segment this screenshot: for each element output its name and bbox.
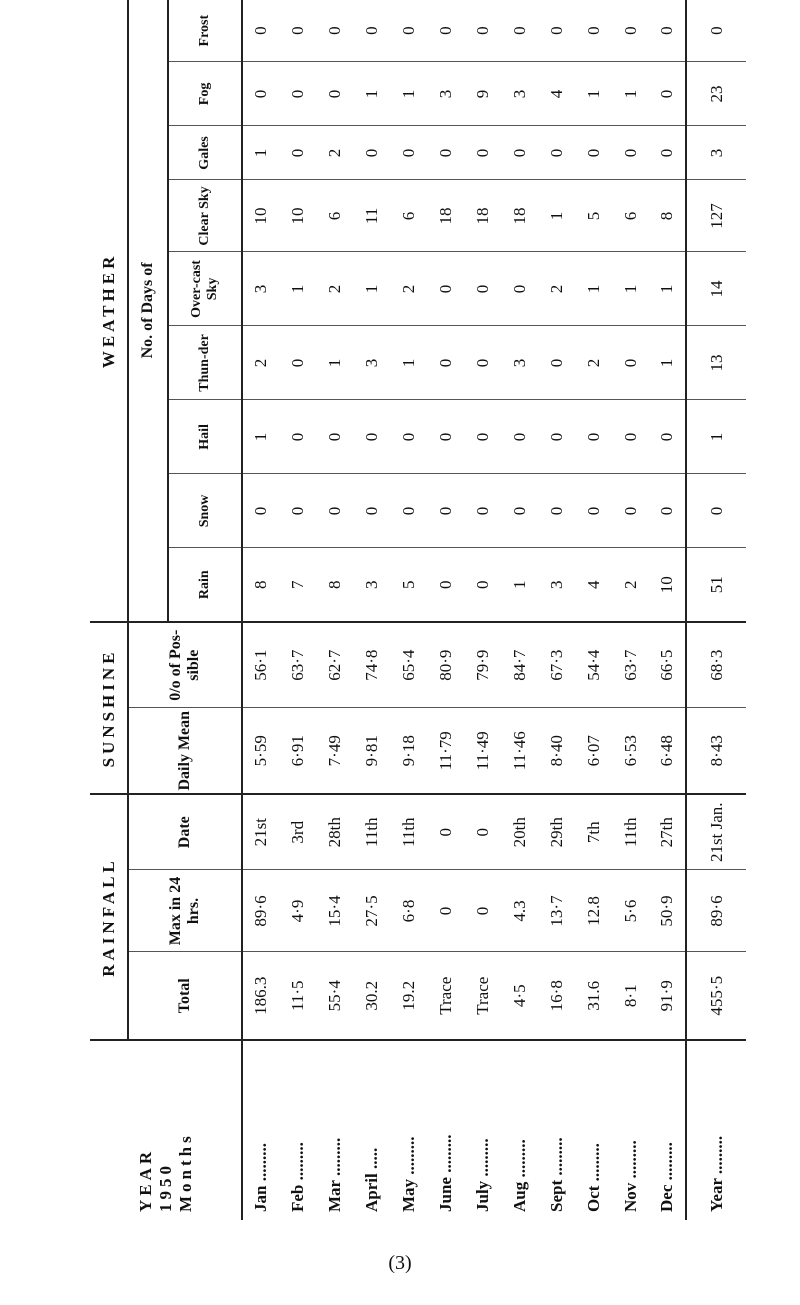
fog-days-cell: 9 [464, 62, 501, 126]
fog-days-cell: 0 [279, 62, 316, 126]
rain-days-cell: 7 [279, 548, 316, 622]
daily-mean-cell: 6·91 [279, 708, 316, 794]
frost-days-cell: 0 [501, 0, 538, 62]
clear-days-cell: 11 [353, 180, 390, 252]
frost-days-cell: 0 [538, 0, 575, 62]
clear-days-cell: 6 [390, 180, 427, 252]
thunder-header: Thun-der [168, 326, 242, 400]
no-of-days-header: No. of Days of [128, 0, 168, 622]
snow-days-cell: 0 [390, 474, 427, 548]
daily-mean-cell: 9·18 [390, 708, 427, 794]
pct-possible-cell: 67·3 [538, 622, 575, 708]
max-cell: 0 [427, 870, 464, 952]
year-value: 1950 [155, 1162, 175, 1212]
thunder-days-cell: 1 [649, 326, 686, 400]
date-cell: 27th [649, 794, 686, 870]
clear-days-cell: 6 [316, 180, 353, 252]
pct-possible-cell: 62·7 [316, 622, 353, 708]
table-row [538, 0, 575, 1220]
table-row [279, 0, 316, 1220]
table-row [464, 0, 501, 1220]
pct-possible-cell: 79·9 [464, 622, 501, 708]
max-cell: 12.8 [575, 870, 612, 952]
gales-header: Gales [168, 126, 242, 180]
thunder-days-cell: 0 [427, 326, 464, 400]
daily-mean-cell: 8·40 [538, 708, 575, 794]
gales-days-cell: 0 [575, 126, 612, 180]
table-row [649, 0, 686, 1220]
gales-days-cell: 0 [501, 126, 538, 180]
snow-days-cell: 0 [316, 474, 353, 548]
thunder-days-cell: 1 [316, 326, 353, 400]
table-row [427, 0, 464, 1220]
max-cell: 0 [464, 870, 501, 952]
gales-days-cell: 0 [538, 126, 575, 180]
fog-days-cell: 3 [427, 62, 464, 126]
gales-days-cell: 1 [242, 126, 279, 180]
fog-header: Fog [168, 62, 242, 126]
overcast-days-cell: 2 [390, 252, 427, 326]
max-cell: 4.3 [501, 870, 538, 952]
sunshine-header: SUNSHINE [90, 622, 128, 794]
table-row [686, 0, 746, 1220]
weather-table-rotated [90, 0, 770, 1220]
snow-days-cell: 0 [242, 474, 279, 548]
month-label: Aug ......... [501, 1040, 538, 1220]
pct-possible-cell: 54·4 [575, 622, 612, 708]
total-cell: 8·1 [612, 952, 649, 1040]
frost-days-cell: 0 [612, 0, 649, 62]
max-cell: 13·7 [538, 870, 575, 952]
table-row [242, 0, 279, 1220]
clear-days-cell: 18 [501, 180, 538, 252]
total-header: Total [128, 952, 242, 1040]
gales-days-cell: 0 [390, 126, 427, 180]
snow-days-cell: 0 [538, 474, 575, 548]
rain-days-cell: 8 [242, 548, 279, 622]
snow-days-cell: 0 [427, 474, 464, 548]
snow-days-cell: 0 [464, 474, 501, 548]
snow-days-cell: 0 [575, 474, 612, 548]
gales-days-cell: 3 [686, 126, 746, 180]
month-label: Sept ......... [538, 1040, 575, 1220]
month-label: May ......... [390, 1040, 427, 1220]
max-cell: 15·4 [316, 870, 353, 952]
gales-days-cell: 0 [427, 126, 464, 180]
total-cell: Trace [464, 952, 501, 1040]
table-row [501, 0, 538, 1220]
page-number: (3) [388, 1252, 412, 1274]
snow-header: Snow [168, 474, 242, 548]
daily-mean-cell: 11·79 [427, 708, 464, 794]
month-label: June ......... [427, 1040, 464, 1220]
pct-possible-cell: 63·7 [279, 622, 316, 708]
month-label: Jan ......... [242, 1040, 279, 1220]
date-cell: 0 [427, 794, 464, 870]
pct-possible-header: 0/o of Pos-sible [128, 622, 242, 708]
hail-days-cell: 0 [501, 400, 538, 474]
date-cell: 20th [501, 794, 538, 870]
month-label: July ......... [464, 1040, 501, 1220]
fog-days-cell: 0 [316, 62, 353, 126]
clear-days-cell: 1 [538, 180, 575, 252]
clear-sky-header: Clear Sky [168, 180, 242, 252]
rain-days-cell: 3 [353, 548, 390, 622]
thunder-days-cell: 1 [390, 326, 427, 400]
snow-days-cell: 0 [501, 474, 538, 548]
overcast-days-cell: 1 [612, 252, 649, 326]
frost-days-cell: 0 [464, 0, 501, 62]
months-label: Months [175, 1132, 195, 1212]
max-cell: 50·9 [649, 870, 686, 952]
hail-days-cell: 0 [464, 400, 501, 474]
hail-days-cell: 0 [279, 400, 316, 474]
hail-days-cell: 0 [538, 400, 575, 474]
table-row [353, 0, 390, 1220]
month-label: Nov ......... [612, 1040, 649, 1220]
rainfall-header: RAINFALL [90, 794, 128, 1040]
max-cell: 27·5 [353, 870, 390, 952]
hail-days-cell: 0 [427, 400, 464, 474]
total-cell: Trace [427, 952, 464, 1040]
daily-mean-cell: 11·46 [501, 708, 538, 794]
year-months-header [90, 1040, 242, 1220]
frost-days-cell: 0 [575, 0, 612, 62]
overcast-header: Over-cast Sky [168, 252, 242, 326]
daily-mean-cell: 6·07 [575, 708, 612, 794]
gales-days-cell: 0 [612, 126, 649, 180]
date-header: Date [128, 794, 242, 870]
pct-possible-cell: 56·1 [242, 622, 279, 708]
total-cell: 91·9 [649, 952, 686, 1040]
fog-days-cell: 0 [242, 62, 279, 126]
month-label: Mar ......... [316, 1040, 353, 1220]
gales-days-cell: 0 [279, 126, 316, 180]
daily-mean-cell: 11·49 [464, 708, 501, 794]
rain-days-cell: 0 [427, 548, 464, 622]
overcast-days-cell: 1 [279, 252, 316, 326]
frost-days-cell: 0 [427, 0, 464, 62]
pct-possible-cell: 65·4 [390, 622, 427, 708]
thunder-days-cell: 0 [279, 326, 316, 400]
thunder-days-cell: 0 [464, 326, 501, 400]
overcast-days-cell: 1 [649, 252, 686, 326]
hail-days-cell: 0 [575, 400, 612, 474]
date-cell: 3rd [279, 794, 316, 870]
total-cell: 55·4 [316, 952, 353, 1040]
rain-days-cell: 3 [538, 548, 575, 622]
weather-header: WEATHER [90, 0, 128, 622]
pct-possible-cell: 66·5 [649, 622, 686, 708]
max-cell: 5·6 [612, 870, 649, 952]
pct-possible-cell: 63·7 [612, 622, 649, 708]
fog-days-cell: 0 [649, 62, 686, 126]
thunder-days-cell: 0 [612, 326, 649, 400]
hail-days-cell: 1 [242, 400, 279, 474]
fog-days-cell: 4 [538, 62, 575, 126]
rain-days-cell: 8 [316, 548, 353, 622]
frost-days-cell: 0 [316, 0, 353, 62]
fog-days-cell: 1 [612, 62, 649, 126]
total-cell: 31.6 [575, 952, 612, 1040]
clear-days-cell: 5 [575, 180, 612, 252]
daily-mean-cell: 6·53 [612, 708, 649, 794]
rain-days-cell: 51 [686, 548, 746, 622]
pct-possible-cell: 74·8 [353, 622, 390, 708]
thunder-days-cell: 0 [538, 326, 575, 400]
daily-mean-cell: 9·81 [353, 708, 390, 794]
date-cell: 0 [464, 794, 501, 870]
snow-days-cell: 0 [612, 474, 649, 548]
overcast-days-cell: 0 [501, 252, 538, 326]
max-cell: 89·6 [242, 870, 279, 952]
snow-days-cell: 0 [279, 474, 316, 548]
clear-days-cell: 18 [464, 180, 501, 252]
table-row [316, 0, 353, 1220]
fog-days-cell: 1 [575, 62, 612, 126]
frost-days-cell: 0 [390, 0, 427, 62]
clear-days-cell: 18 [427, 180, 464, 252]
date-cell: 11th [612, 794, 649, 870]
thunder-days-cell: 2 [575, 326, 612, 400]
thunder-days-cell: 3 [353, 326, 390, 400]
frost-header: Frost [168, 0, 242, 62]
date-cell: 28th [316, 794, 353, 870]
rain-days-cell: 5 [390, 548, 427, 622]
fog-days-cell: 23 [686, 62, 746, 126]
frost-days-cell: 0 [279, 0, 316, 62]
daily-mean-header: Daily Mean [128, 708, 242, 794]
rain-days-cell: 1 [501, 548, 538, 622]
date-cell: 29th [538, 794, 575, 870]
overcast-days-cell: 2 [316, 252, 353, 326]
thunder-days-cell: 2 [242, 326, 279, 400]
max-header: Max in 24 hrs. [128, 870, 242, 952]
clear-days-cell: 10 [279, 180, 316, 252]
date-cell: 21st [242, 794, 279, 870]
year-label: YEAR [135, 1147, 155, 1212]
overcast-days-cell: 1 [575, 252, 612, 326]
pct-possible-cell: 84·7 [501, 622, 538, 708]
frost-days-cell: 0 [649, 0, 686, 62]
overcast-days-cell: 0 [427, 252, 464, 326]
gales-days-cell: 0 [649, 126, 686, 180]
rain-days-cell: 4 [575, 548, 612, 622]
rain-days-cell: 2 [612, 548, 649, 622]
gales-days-cell: 0 [353, 126, 390, 180]
date-cell: 11th [390, 794, 427, 870]
hail-days-cell: 0 [390, 400, 427, 474]
total-cell: 19.2 [390, 952, 427, 1040]
rain-header: Rain [168, 548, 242, 622]
month-label: Feb ......... [279, 1040, 316, 1220]
overcast-days-cell: 1 [353, 252, 390, 326]
fog-days-cell: 1 [390, 62, 427, 126]
clear-days-cell: 8 [649, 180, 686, 252]
hail-header: Hail [168, 400, 242, 474]
total-cell: 186.3 [242, 952, 279, 1040]
snow-days-cell: 0 [686, 474, 746, 548]
overcast-days-cell: 2 [538, 252, 575, 326]
daily-mean-cell: 5·59 [242, 708, 279, 794]
total-cell: 30.2 [353, 952, 390, 1040]
hail-days-cell: 0 [649, 400, 686, 474]
clear-days-cell: 6 [612, 180, 649, 252]
date-cell: 7th [575, 794, 612, 870]
snow-days-cell: 0 [353, 474, 390, 548]
overcast-days-cell: 0 [464, 252, 501, 326]
date-cell: 11th [353, 794, 390, 870]
table-row [575, 0, 612, 1220]
total-cell: 455·5 [686, 952, 746, 1040]
hail-days-cell: 0 [316, 400, 353, 474]
daily-mean-cell: 6·48 [649, 708, 686, 794]
table-row [390, 0, 427, 1220]
overcast-days-cell: 14 [686, 252, 746, 326]
overcast-days-cell: 3 [242, 252, 279, 326]
fog-days-cell: 3 [501, 62, 538, 126]
snow-days-cell: 0 [649, 474, 686, 548]
date-cell: 21st Jan. [686, 794, 746, 870]
month-label: Year ......... [686, 1040, 746, 1220]
hail-days-cell: 0 [612, 400, 649, 474]
max-cell: 89·6 [686, 870, 746, 952]
rain-days-cell: 10 [649, 548, 686, 622]
frost-days-cell: 0 [353, 0, 390, 62]
clear-days-cell: 10 [242, 180, 279, 252]
hail-days-cell: 0 [353, 400, 390, 474]
month-label: Dec ......... [649, 1040, 686, 1220]
table-row [612, 0, 649, 1220]
hail-days-cell: 1 [686, 400, 746, 474]
daily-mean-cell: 7·49 [316, 708, 353, 794]
month-label: April ..... [353, 1040, 390, 1220]
gales-days-cell: 0 [464, 126, 501, 180]
weather-table [90, 0, 746, 1220]
rain-days-cell: 0 [464, 548, 501, 622]
max-cell: 6·8 [390, 870, 427, 952]
frost-days-cell: 0 [686, 0, 746, 62]
gales-days-cell: 2 [316, 126, 353, 180]
frost-days-cell: 0 [242, 0, 279, 62]
pct-possible-cell: 68·3 [686, 622, 746, 708]
thunder-days-cell: 3 [501, 326, 538, 400]
total-cell: 16·8 [538, 952, 575, 1040]
month-label: Oct ......... [575, 1040, 612, 1220]
total-cell: 11·5 [279, 952, 316, 1040]
total-cell: 4·5 [501, 952, 538, 1040]
fog-days-cell: 1 [353, 62, 390, 126]
pct-possible-cell: 80·9 [427, 622, 464, 708]
clear-days-cell: 127 [686, 180, 746, 252]
daily-mean-cell: 8·43 [686, 708, 746, 794]
thunder-days-cell: 13 [686, 326, 746, 400]
max-cell: 4·9 [279, 870, 316, 952]
